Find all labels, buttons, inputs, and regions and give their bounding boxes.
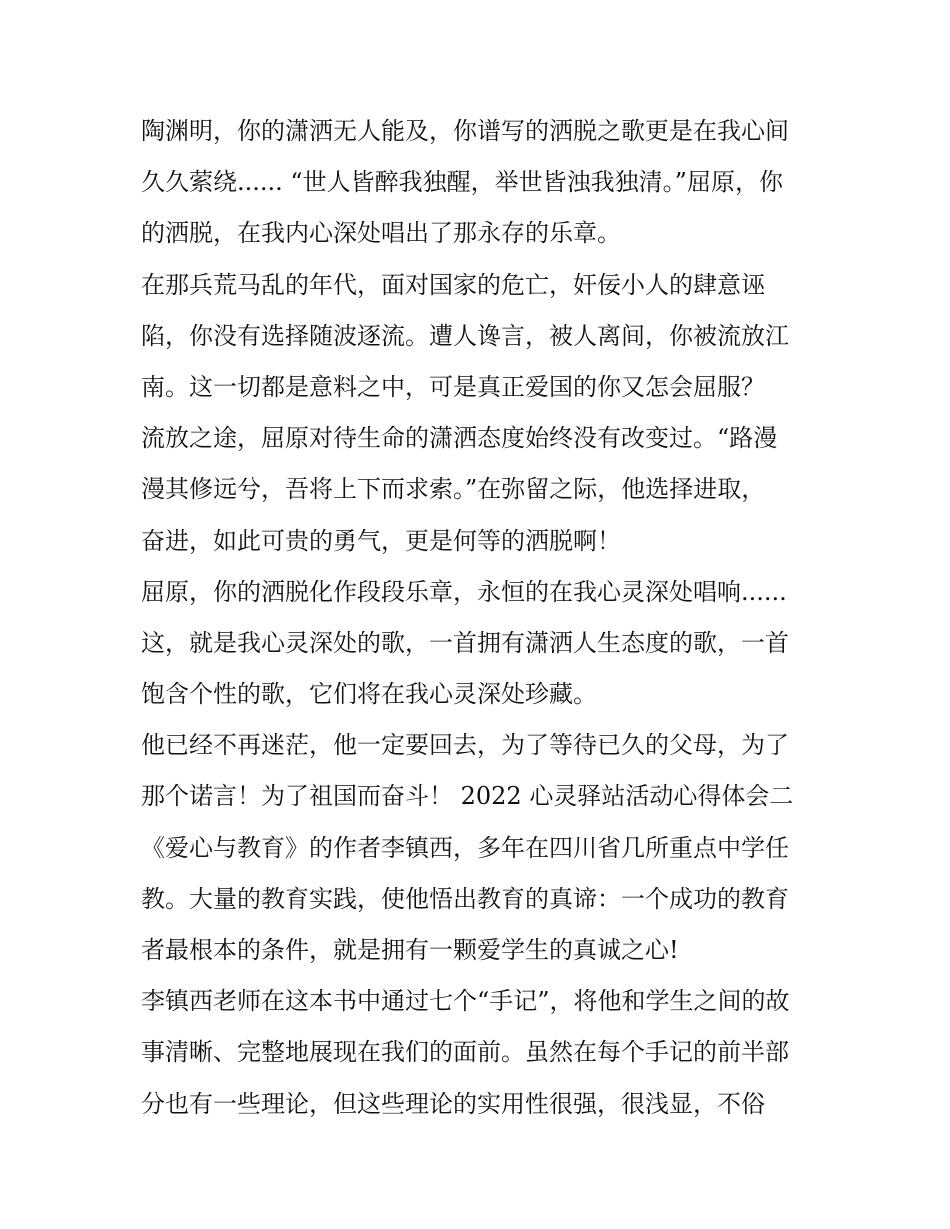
- text-line: 饱含个性的歌，它们将在我心灵深处珍藏。: [141, 680, 597, 709]
- document-body: [141, 106, 813, 1130]
- text-line: 那个诺言！为了祖国而奋斗！ 2022 心灵驿站活动心得体会二: [141, 782, 794, 811]
- text-line: 的洒脱，在我内心深处唱出了那永存的乐章。: [141, 219, 621, 248]
- text-line: 奋进，如此可贵的勇气，更是何等的洒脱啊！: [141, 526, 621, 555]
- text-line: 分也有一些理论，但这些理论的实用性很强，很浅显，不俗: [141, 1089, 765, 1118]
- text-line: 在那兵荒马乱的年代，面对国家的危亡，奸佞小人的肆意诬: [141, 270, 765, 299]
- text-line: 漫其修远兮，吾将上下而求索。”在弥留之际，他选择进取，: [141, 475, 766, 504]
- text-line: 他已经不再迷茫，他一定要回去，为了等待已久的父母，为了: [141, 731, 789, 760]
- text-line: 久久萦绕...... “世人皆醉我独醒，举世皆浊我独清。”屈原，你: [141, 168, 783, 197]
- text-line: 陷，你没有选择随波逐流。遭人谗言，被人离间，你被流放江: [141, 321, 789, 350]
- text-line: 南。这一切都是意料之中，可是真正爱国的你又怎会屈服？: [141, 372, 765, 401]
- text-line: 陶渊明，你的潇洒无人能及，你谱写的洒脱之歌更是在我心间: [141, 117, 789, 145]
- text-line: 事清晰、完整地展现在我们的面前。虽然在每个手记的前半部: [141, 1038, 789, 1067]
- text-line: 屈原，你的洒脱化作段段乐章，永恒的在我心灵深处唱响......: [141, 577, 787, 606]
- text-line: 李镇西老师在这本书中通过七个“手记”，将他和学生之间的故: [141, 987, 790, 1016]
- text-line: 这，就是我心灵深处的歌，一首拥有潇洒人生态度的歌，一首: [141, 628, 789, 657]
- text-line: 《爱心与教育》的作者李镇西，多年在四川省几所重点中学任: [141, 833, 789, 862]
- text-line: 流放之途，屈原对待生命的潇洒态度始终没有改变过。“路漫: [141, 424, 778, 453]
- text-line: 教。大量的教育实践，使他悟出教育的真谛：一个成功的教育: [141, 884, 789, 913]
- text-line: 者最根本的条件，就是拥有一颗爱学生的真诚之心!: [141, 936, 679, 964]
